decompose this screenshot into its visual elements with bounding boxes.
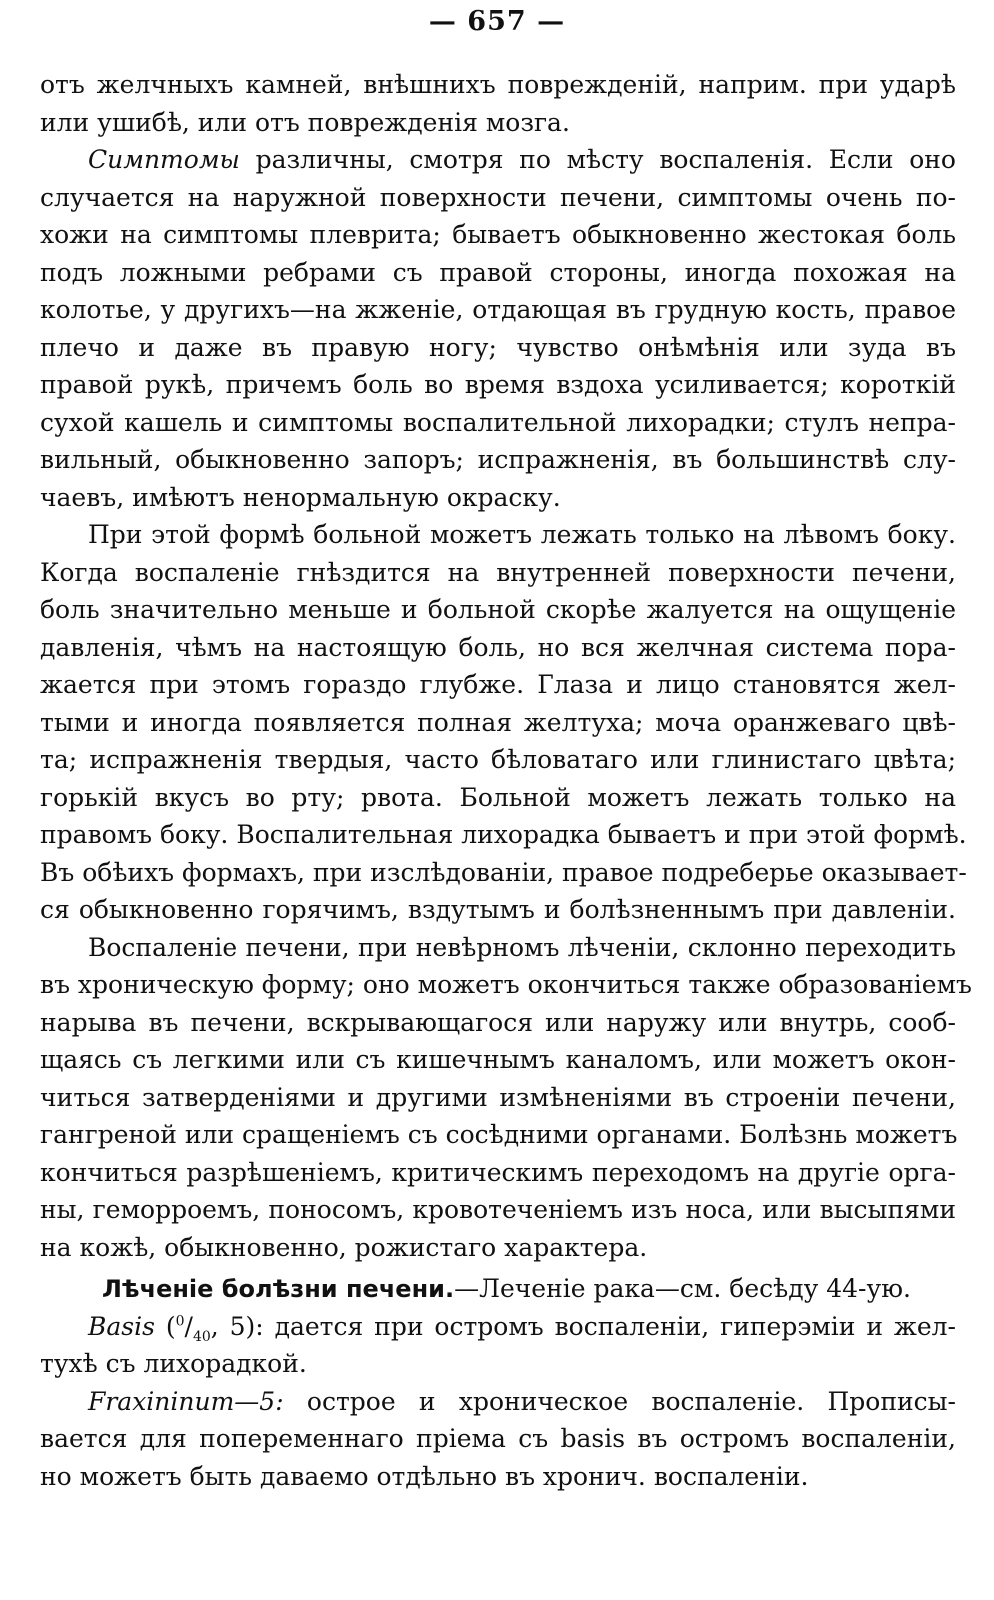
text-line bbox=[40, 1308, 956, 1346]
text-line: читься затверденіями и другими измѣненіями въ строеніи печени, bbox=[40, 1082, 956, 1112]
text-line: правомъ боку. Воспалительная лихорадка бываетъ и при этой формѣ. bbox=[40, 820, 967, 849]
page-text bbox=[40, 66, 972, 1495]
text-line: сухой кашель и симптомы воспалительной лихорадки; стулъ непра- bbox=[40, 407, 956, 437]
dose-slash: / bbox=[184, 1311, 193, 1341]
text-line: гангреной или сращеніемъ съ сосѣдними органами. Болѣзнь можетъ bbox=[40, 1120, 958, 1149]
text-fragment: , 5): bbox=[210, 1311, 264, 1341]
remedy-fraxininum bbox=[40, 1383, 956, 1496]
text-line: вается для попеременнаго пріема съ basis въ остромъ воспаленіи, bbox=[40, 1424, 956, 1453]
section-heading bbox=[40, 1270, 956, 1308]
text-fragment: дается при остромъ воспаленіи, гиперэміи и жел- bbox=[263, 1311, 956, 1341]
remedy-name: Basis bbox=[88, 1311, 155, 1341]
text-line: Въ обѣихъ формахъ, при изслѣдованіи, правое подреберье оказывает- bbox=[40, 857, 967, 887]
dose-denominator: 40 bbox=[192, 1328, 211, 1345]
text-line: щаясь съ легкими или съ кишечнымъ каналомъ, или можетъ окон- bbox=[40, 1045, 956, 1074]
text-line: ны, геморроемъ, поносомъ, кровотеченіемъ изъ носа, или высыпями bbox=[40, 1195, 956, 1224]
paragraph-causes-continuation bbox=[40, 66, 956, 141]
text-fragment: ( bbox=[154, 1311, 176, 1341]
remedy-name: Fraxininum—5: bbox=[88, 1386, 284, 1416]
text-line: жается при этомъ гораздо глубже. Глаза и лицо становятся жел- bbox=[40, 670, 956, 699]
text-line bbox=[40, 141, 956, 179]
paragraph-forms bbox=[40, 516, 967, 929]
text-line: плечо и даже въ правую ногу; чувство онѣмѣнія или зуда въ bbox=[40, 332, 956, 362]
text-line: горькій вкусъ во рту; рвота. Больной можетъ лежать только на bbox=[40, 782, 956, 812]
text-line: боль значительно меньше и больной скорѣе жалуется на ощущеніе bbox=[40, 595, 956, 624]
text-line: на кожѣ, обыкновенно, рожистаго характера. bbox=[40, 1232, 648, 1262]
text-line: тыми и иногда появляется полная желтуха; моча оранжеваго цвѣ- bbox=[40, 707, 956, 737]
text-line: При этой формѣ больной можетъ лежать только на лѣвомъ боку. bbox=[88, 520, 956, 549]
text-line: та; испражненія твердыя, часто бѣловатаго или глинистаго цвѣта; bbox=[40, 745, 956, 774]
text-line: въ хроническую форму; оно можетъ окончиться также образованіемъ bbox=[40, 970, 972, 999]
text-line: хожи на симптомы плеврита; бываетъ обыкновенно жестокая боль bbox=[40, 220, 956, 249]
text-line: колотье, у другихъ—на жженіе, отдающая въ грудную кость, правое bbox=[40, 295, 956, 324]
text-line: ся обыкновенно горячимъ, вздутымъ и болѣзненнымъ при давленіи. bbox=[40, 895, 956, 924]
text-line: подъ ложными ребрами съ правой стороны, иногда похожая на bbox=[40, 257, 956, 287]
treatment-heading-title: Лѣченіе болѣзни печени. bbox=[102, 1275, 455, 1303]
paragraph-outcomes bbox=[40, 929, 972, 1267]
text-fragment: острое и хроническое воспаленіе. Прописы- bbox=[283, 1386, 956, 1416]
page-number: — 657 — bbox=[428, 6, 566, 37]
text-line: вильный, обыкновенно запоръ; испражненія, въ большинствѣ слу- bbox=[40, 445, 956, 474]
text-fragment: различны, смотря по мѣсту воспаленія. Если оно bbox=[239, 145, 956, 174]
text-line: давленія, чѣмъ на настоящую боль, но вся желчная система пора- bbox=[40, 632, 956, 662]
text-line: правой рукѣ, причемъ боль во время вздоха усиливается; короткій bbox=[40, 370, 956, 399]
dose-numerator: 0 bbox=[175, 1313, 185, 1330]
text-line bbox=[40, 1270, 956, 1308]
text-line: отъ желчныхъ камней, внѣшнихъ поврежденій, наприм. при ударѣ bbox=[40, 70, 956, 99]
text-line: случается на наружной поверхности печени, симптомы очень по- bbox=[40, 182, 956, 212]
text-line: чаевъ, имѣютъ ненормальную окраску. bbox=[40, 482, 561, 512]
text-line: Воспаленіе печени, при невѣрномъ лѣченіи, склонно переходить bbox=[88, 932, 956, 962]
text-line: тухѣ съ лихорадкой. bbox=[40, 1349, 307, 1378]
text-line: но можетъ быть даваемо отдѣльно въ хронич. воспаленіи. bbox=[40, 1461, 809, 1491]
text-line: или ушибѣ, или отъ поврежденія мозга. bbox=[40, 107, 570, 137]
remedy-basis bbox=[40, 1308, 956, 1383]
paragraph-symptoms bbox=[40, 141, 956, 516]
text-line bbox=[40, 1383, 956, 1421]
text-fragment: —Леченіе рака—см. бесѣду 44-ую. bbox=[454, 1274, 911, 1303]
text-line: кончиться разрѣшеніемъ, критическимъ переходомъ на другіе орга- bbox=[40, 1157, 956, 1187]
text-line: нарыва въ печени, вскрывающагося или наружу или внутрь, сооб- bbox=[40, 1007, 956, 1037]
symptoms-lead-word: Симптомы bbox=[88, 145, 240, 174]
text-line: Когда воспаленіе гнѣздится на внутренней поверхности печени, bbox=[40, 557, 956, 587]
